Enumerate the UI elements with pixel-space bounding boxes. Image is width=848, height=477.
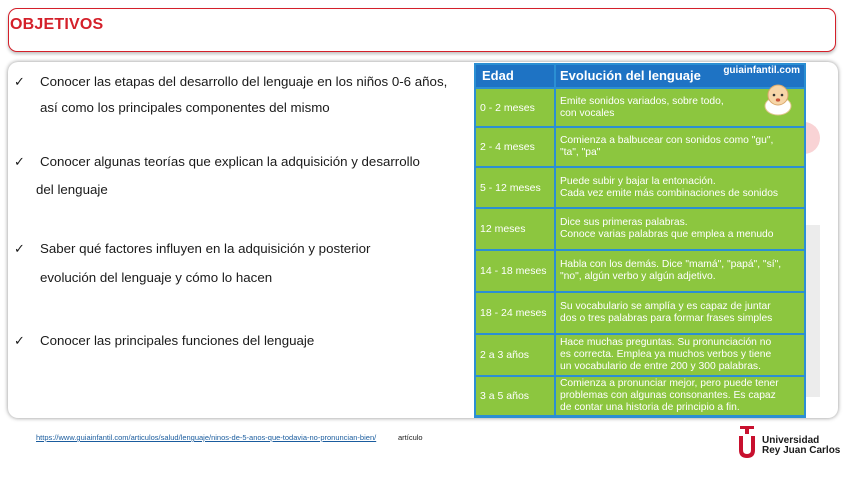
objective-text: Saber qué factores influyen en la adquisición y posterior [40,241,371,256]
source-link[interactable]: https://www.guiainfantil.com/articulos/salud/lenguaje/ninos-de-5-anos-que-todavia-no-pronuncian-bien/ [36,433,377,442]
description-line: es correcta. Emplea ya muchos verbos y tiene [560,349,772,360]
objective-text: así como los principales componentes del mismo [40,100,330,115]
age-cell: 3 a 5 años [476,377,554,415]
university-line: Universidad [762,435,820,446]
description-line: Hace muchas preguntas. Su pronunciación no [560,337,772,348]
description-line: Su vocabulario se amplía y es capaz de juntar [560,301,771,312]
university-line: Rey Juan Carlos [762,445,841,456]
age-cell: 2 - 4 meses [476,128,554,166]
university-logo-icon [736,426,758,462]
description-line: Comienza a balbucear con sonidos como "gu", [560,135,774,146]
check-icon: ✓ [14,154,25,169]
brand-label: guiainfantil.com [723,65,800,76]
description-cell [556,377,804,415]
check-icon: ✓ [14,333,25,348]
description-cell [556,209,804,249]
language-evolution-table [474,63,806,418]
description-cell [556,128,804,166]
description-line: "no", algún verbo y algún adjetivo. [560,271,716,282]
page-title: OBJETIVOS [10,16,104,33]
objective-text: Conocer las etapas del desarrollo del lenguaje en los niños 0-6 años, [40,74,448,89]
age-cell: 12 meses [476,209,554,249]
header-evolution: Evolución del lenguaje [556,65,804,87]
description-line: Comienza a pronunciar mejor, pero puede tener [560,378,779,389]
objective-text: Conocer algunas teorías que explican la adquisición y desarrollo [40,154,420,169]
source-note: artículo [398,433,423,442]
description-line: Emite sonidos variados, sobre todo, [560,95,724,107]
age-cell: 14 - 18 meses [476,251,554,291]
baby-illustration-icon [760,80,796,116]
description-cell [556,251,804,291]
decorative-strip [806,225,820,397]
age-cell: 18 - 24 meses [476,293,554,333]
age-cell: 2 a 3 años [476,335,554,375]
objective-text: Conocer las principales funciones del lenguaje [40,333,315,348]
description-cell [556,293,804,333]
objective-text: del lenguaje [36,182,108,197]
age-cell: 5 - 12 meses [476,168,554,207]
description-line: "ta", "pa" [560,147,601,158]
check-icon: ✓ [14,241,25,256]
description-line: Habla con los demás. Dice "mamá", "papá", "sí", [560,259,782,270]
description-line: Conoce varias palabras que emplea a menudo [560,229,774,240]
description-line: Cada vez emite más combinaciones de sonidos [560,187,779,199]
age-cell: 0 - 2 meses [476,89,554,126]
description-line: problemas con algunas consonantes. Es capaz [560,390,776,401]
description-line: dos o tres palabras para formar frases simples [560,313,773,324]
description-line: Dice sus primeras palabras. [560,217,688,228]
header-age: Edad [476,65,554,87]
description-cell [556,335,804,375]
description-cell [556,168,804,207]
description-line: con vocales [560,107,615,119]
description-line: de contar una historia de principio a fin. [560,402,740,413]
description-line: Puede subir y bajar la entonación. [560,175,716,187]
objective-text: evolución del lenguaje y cómo lo hacen [40,270,273,285]
university-name [762,436,840,456]
check-icon: ✓ [14,74,25,89]
description-line: un vocabulario de entre 200 y 300 palabras. [560,361,761,372]
title-box [8,8,836,52]
